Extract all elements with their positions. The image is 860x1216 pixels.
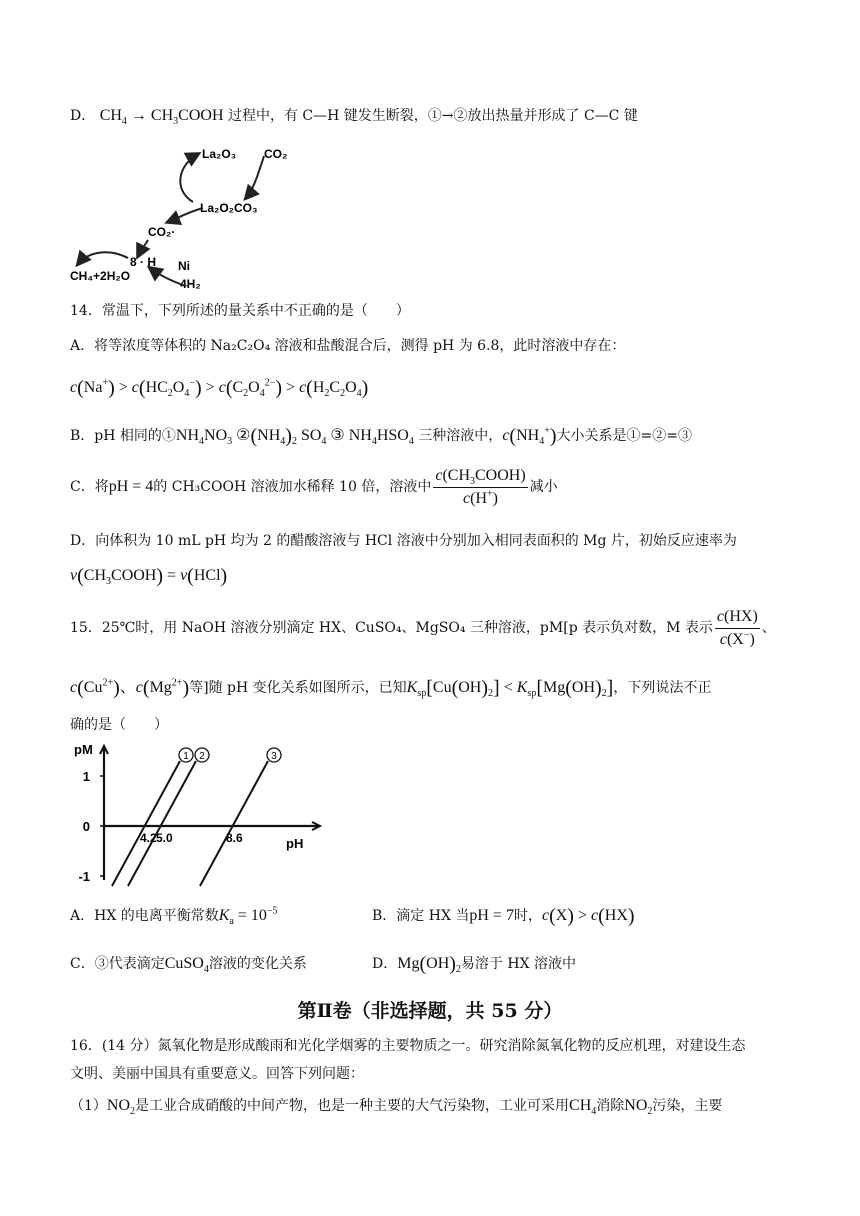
q14-option-d: D．向体积为 10 mL pH 均为 2 的醋酸溶液与 HCl 溶液中分别加入相同表面积的 Mg 片，初始反应速率为: [70, 533, 737, 549]
pm-ph-chart: [70, 740, 330, 890]
option-c-ph: pH = 4: [108, 478, 154, 495]
reaction-cycle-diagram: [68, 140, 308, 298]
option-text: 过程中，有 C—H 键发生断裂，①→②放出热量并形成了 C—C 键: [227, 108, 638, 124]
option-b-prefix: B．pH 相同的①: [70, 428, 176, 444]
q15-option-c-text: C．③代表滴定: [70, 956, 165, 972]
series-line-1: [112, 761, 180, 886]
q15-option-a: [70, 906, 278, 926]
q13-option-d: [70, 106, 638, 126]
x-axis-label: pH: [286, 836, 304, 851]
arrow-to-h: [138, 240, 148, 256]
q15-option-b-mid: 时，: [513, 908, 542, 924]
reaction-formula: $CH_4$ → $CH_3COOH$: [99, 107, 224, 128]
x-tick-label: 4.2: [140, 831, 157, 845]
q14-option-c: [70, 464, 558, 510]
q15-option-b-ph: pH = 7: [469, 907, 514, 924]
cycle-arrow-right: [246, 156, 264, 198]
q16-line3-suffix: 污染，主要: [652, 1098, 723, 1114]
q15-ion-concs: $c(Cu^{2+})$、$c(Mg^{2+})$: [70, 677, 190, 699]
q16-sub-number: （1）: [70, 1098, 107, 1114]
y-tick-label: -1: [78, 869, 90, 884]
series-line-3: [200, 761, 268, 886]
q15-option-c: [70, 954, 307, 974]
q15-stem2-mid: 等]随 pH 变化关系如图所示，已知: [189, 680, 407, 696]
q14-option-d-formula: $v(CH_3COOH) = v(HCl)$: [70, 565, 228, 588]
q15-option-b-formula: c(X) > c(HX): [541, 905, 635, 927]
option-c-prefix: C．将: [70, 479, 109, 495]
q16-line3-mid2: 消除: [596, 1098, 625, 1114]
q14-stem: 14．常温下，下列所述的量关系中不正确的是（ ）: [70, 303, 410, 319]
option-b-mid: 三种溶液中，: [418, 428, 503, 444]
q15-ksp-relation: $K_{sp}[Cu(OH)_2] < K_{sp}[Mg(OH)_2]$: [406, 677, 614, 700]
option-c-suffix: 减小: [529, 479, 558, 495]
q16-line1: 16．(14 分）氮氧化物是形成酸雨和光化学烟雾的主要物质之一。研究消除氮氧化物的反应机理，对建设生态: [70, 1038, 746, 1054]
section-title: 第Ⅱ卷（非选择题，共 55 分）: [297, 1000, 563, 1022]
option-c-fraction: $\frac{c(CH_3COOH)}{c(H^+)}$: [435, 466, 526, 507]
q15-option-d: [372, 954, 576, 974]
no2-formula: $NO_2$: [106, 1097, 136, 1118]
q15-stem2-suffix: ，下列说法不正: [613, 680, 712, 696]
products-label: CH₄+2H₂O: [70, 269, 131, 283]
q15-option-a-formula: $K_a = 10^{-5}$: [218, 905, 278, 928]
option-b-formulas: $NH_4NO_3$ $②(NH_4)_2$ $SO_4$ ③ $NH_4HSO_4$: [175, 425, 414, 448]
no2-formula-2: $NO_2$: [624, 1097, 653, 1118]
x-tick-label: 8.6: [226, 831, 243, 845]
q16-line3: [70, 1096, 722, 1116]
option-b-nh4: $c(NH_4^+)$: [502, 425, 557, 448]
option-c-mid: 的 CH₃COOH 溶液加水稀释 10 倍，溶液中: [153, 479, 432, 495]
q15-hx-fraction: $\frac{c(HX)}{c(X^-)}$: [716, 607, 758, 648]
la2o3-label: La₂O₃: [202, 147, 237, 161]
ni-label: Ni: [178, 259, 190, 273]
q15-stem-line1: 15．25℃时，用 NaOH 溶液分别滴定 HX、CuSO₄、MgSO₄ 三种溶液，pM[p 表示负对数，M 表示 $\frac{c(HX)}{c(X^-)}$ 、: [70, 607, 776, 648]
co2-top-label: CO₂: [264, 147, 288, 161]
q15-option-c-suffix: 溶液的变化关系: [208, 956, 307, 972]
q15-stem1-text: 15．25℃时，用 NaOH 溶液分别滴定 HX、CuSO₄、MgSO₄ 三种溶液，pM[p 表示负对数，M 表示: [70, 620, 713, 636]
arrow-to-co2: [168, 208, 203, 222]
q15-option-c-formula: CuSO$_4$: [164, 955, 209, 976]
q15-option-d-suffix: 易溶于 HX 溶液中: [460, 956, 576, 972]
la2o2co3-label: La₂O₂CO₃: [200, 201, 258, 215]
q16-line3-mid: 是工业合成硝酸的中间产物，也是一种主要的大气污染物，工业可采用: [135, 1098, 570, 1114]
q14-option-a: A．将等浓度等体积的 Na₂C₂O₄ 溶液和盐酸混合后，测得 pH 为 6.8，此时溶液中存在：: [70, 338, 626, 354]
option-label: D．: [70, 108, 96, 124]
q14-option-a-formula: $c(Na^+) > c(HC_2O_4^-) > c(C_2O_4^{2-}) > c(H_2C_2O_4)$: [70, 377, 369, 400]
y-axis-label: pM: [74, 742, 93, 757]
q15-option-b: [372, 906, 635, 926]
q15-option-a-text: A．HX 的电离平衡常数: [70, 908, 219, 924]
h-label: 8 · H: [130, 255, 157, 269]
series-line-2: [128, 761, 196, 886]
cycle-arrow-left: [180, 154, 198, 202]
h2-label: 4H₂: [180, 277, 201, 291]
co2-mid-label: CO₂·: [148, 225, 176, 239]
x-tick-label: 5.0: [156, 831, 173, 845]
q15-option-b-text: B．滴定 HX 当: [372, 908, 470, 924]
q15-stem-line2: [70, 678, 711, 698]
q15-option-d-formula: $Mg(OH)_2$: [397, 953, 461, 976]
q15-option-d-text: D．: [372, 956, 398, 972]
option-b-suffix: 大小关系是①=②=③: [556, 428, 692, 444]
series-label-2: 2: [199, 751, 205, 762]
arrow-to-products: [78, 252, 128, 264]
y-tick-label: 1: [82, 769, 90, 784]
q16-line2: 文明、美丽中国具有重要意义。回答下列问题：: [70, 1066, 364, 1082]
q14-option-b: [70, 426, 692, 446]
q15-stem-line3: 确的是（ ）: [70, 717, 168, 733]
y-tick-label: 0: [82, 819, 90, 834]
series-label-1: 1: [183, 751, 189, 762]
series-label-3: 3: [271, 751, 277, 762]
ch4-formula: $CH_4$: [569, 1097, 597, 1118]
